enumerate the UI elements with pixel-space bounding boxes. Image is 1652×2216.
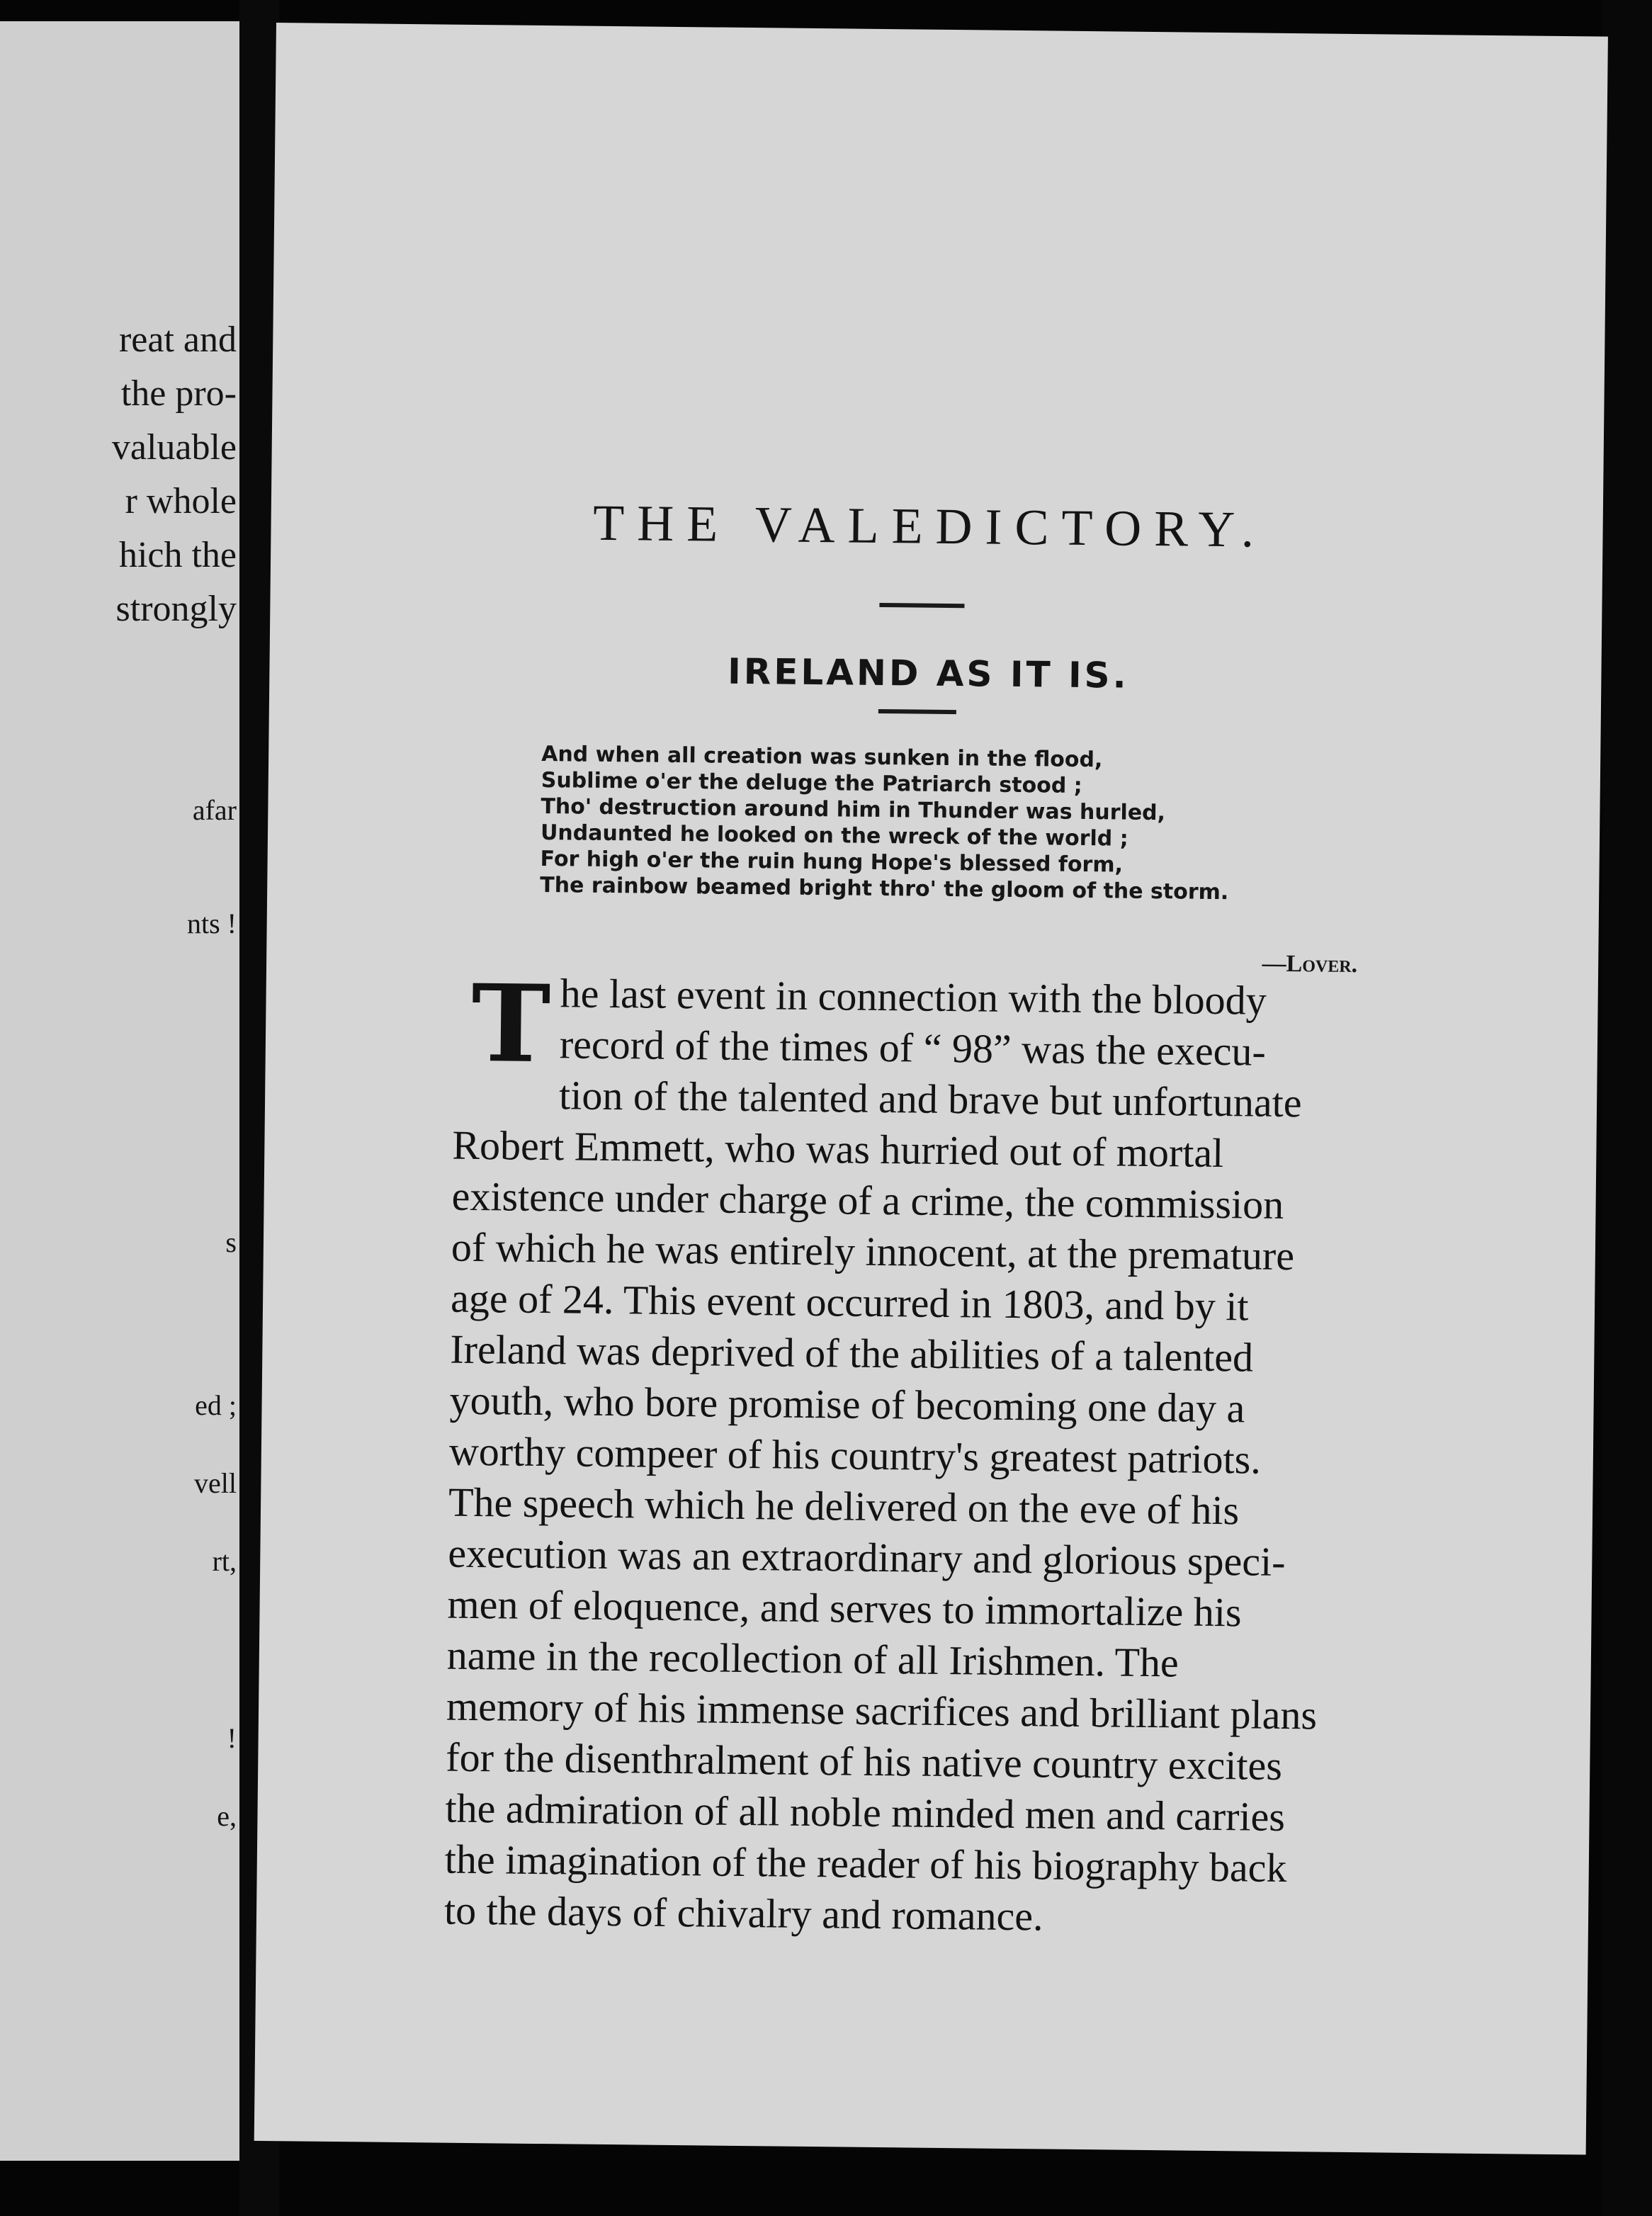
body-line: execution was an extraordinary and glorious speci-	[448, 1530, 1286, 1585]
title-rule	[879, 603, 964, 608]
facing-page-line: ed ;	[195, 1389, 237, 1421]
body-line: youth, who bore promise of becoming one day a	[449, 1376, 1245, 1432]
body-line: worthy compeer of his country's greatest patriots.	[448, 1428, 1262, 1483]
facing-page-line: reat and	[118, 320, 237, 360]
poem-line: Undaunted he looked on the wreck of the world ;	[540, 820, 1128, 852]
facing-page-line: afar	[192, 794, 237, 826]
body-line: name in the recollection of all Irishmen. The	[446, 1632, 1179, 1686]
facing-page-line: r whole	[125, 481, 237, 521]
scan-border	[1602, 0, 1652, 2216]
body-line: record of the times of “ 98” was the execu-	[559, 1021, 1267, 1075]
body-line: men of eloquence, and serves to immortalize his	[447, 1581, 1242, 1636]
body-paragraph	[444, 967, 1506, 1947]
main-page	[254, 23, 1608, 2155]
facing-page-line: hich the	[118, 535, 237, 575]
body-line: the imagination of the reader of his biography back	[444, 1836, 1287, 1892]
facing-page-line: rt,	[212, 1545, 237, 1577]
poem-line: The rainbow beamed bright thro' the gloom of the storm.	[540, 872, 1229, 905]
drop-cap	[463, 961, 558, 1087]
page-title: THE VALEDICTORY.	[592, 494, 1267, 558]
body-line: The speech which he delivered on the eve of his	[448, 1479, 1240, 1534]
facing-page-line: e,	[217, 1800, 237, 1832]
body-line: tion of the talented and brave but unfortunate	[558, 1072, 1302, 1126]
body-line: memory of his immense sacrifices and brilliant plans	[446, 1683, 1318, 1739]
body-line: Ireland was deprived of the abilities of a talented	[450, 1325, 1254, 1381]
poem-attribution: —Lover.	[1262, 950, 1358, 978]
body-line: for the disenthralment of his native country excites	[446, 1734, 1283, 1790]
body-line: age of 24. This event occurred in 1803, and by it	[450, 1274, 1249, 1330]
facing-page-fragment	[0, 21, 241, 2161]
facing-page-line: strongly	[115, 589, 237, 629]
body-line: the admiration of all noble minded men and carries	[445, 1785, 1286, 1841]
body-line: of which he was entirely innocent, at the premature	[451, 1223, 1295, 1279]
facing-page-line: !	[227, 1722, 237, 1754]
facing-page-line: s	[225, 1226, 237, 1258]
body-line: Robert Emmett, who was hurried out of mortal	[452, 1121, 1224, 1177]
subtitle-rule	[878, 709, 956, 714]
body-line: existence under charge of a crime, the commission	[451, 1172, 1284, 1228]
poem-line: Sublime o'er the deluge the Patriarch stood ;	[541, 767, 1082, 798]
poem-line: For high o'er the ruin hung Hope's blessed form,	[540, 846, 1124, 878]
facing-page-line: valuable	[111, 427, 237, 468]
poem-line: And when all creation was sunken in the flood,	[541, 741, 1103, 773]
facing-page-line: the pro-	[120, 373, 237, 414]
body-line: he last event in connection with the bloody	[560, 970, 1267, 1024]
poem-line: Tho' destruction around him in Thunder was hurled,	[541, 793, 1166, 826]
drop-cap-letter: T	[470, 961, 551, 1087]
body-line: to the days of chivalry and romance.	[443, 1887, 1043, 1940]
section-subtitle: IRELAND AS IT IS.	[727, 650, 1129, 696]
epigraph-poem	[540, 741, 1363, 907]
facing-page-line: vell	[194, 1467, 237, 1499]
facing-page-line: nts !	[187, 908, 237, 939]
